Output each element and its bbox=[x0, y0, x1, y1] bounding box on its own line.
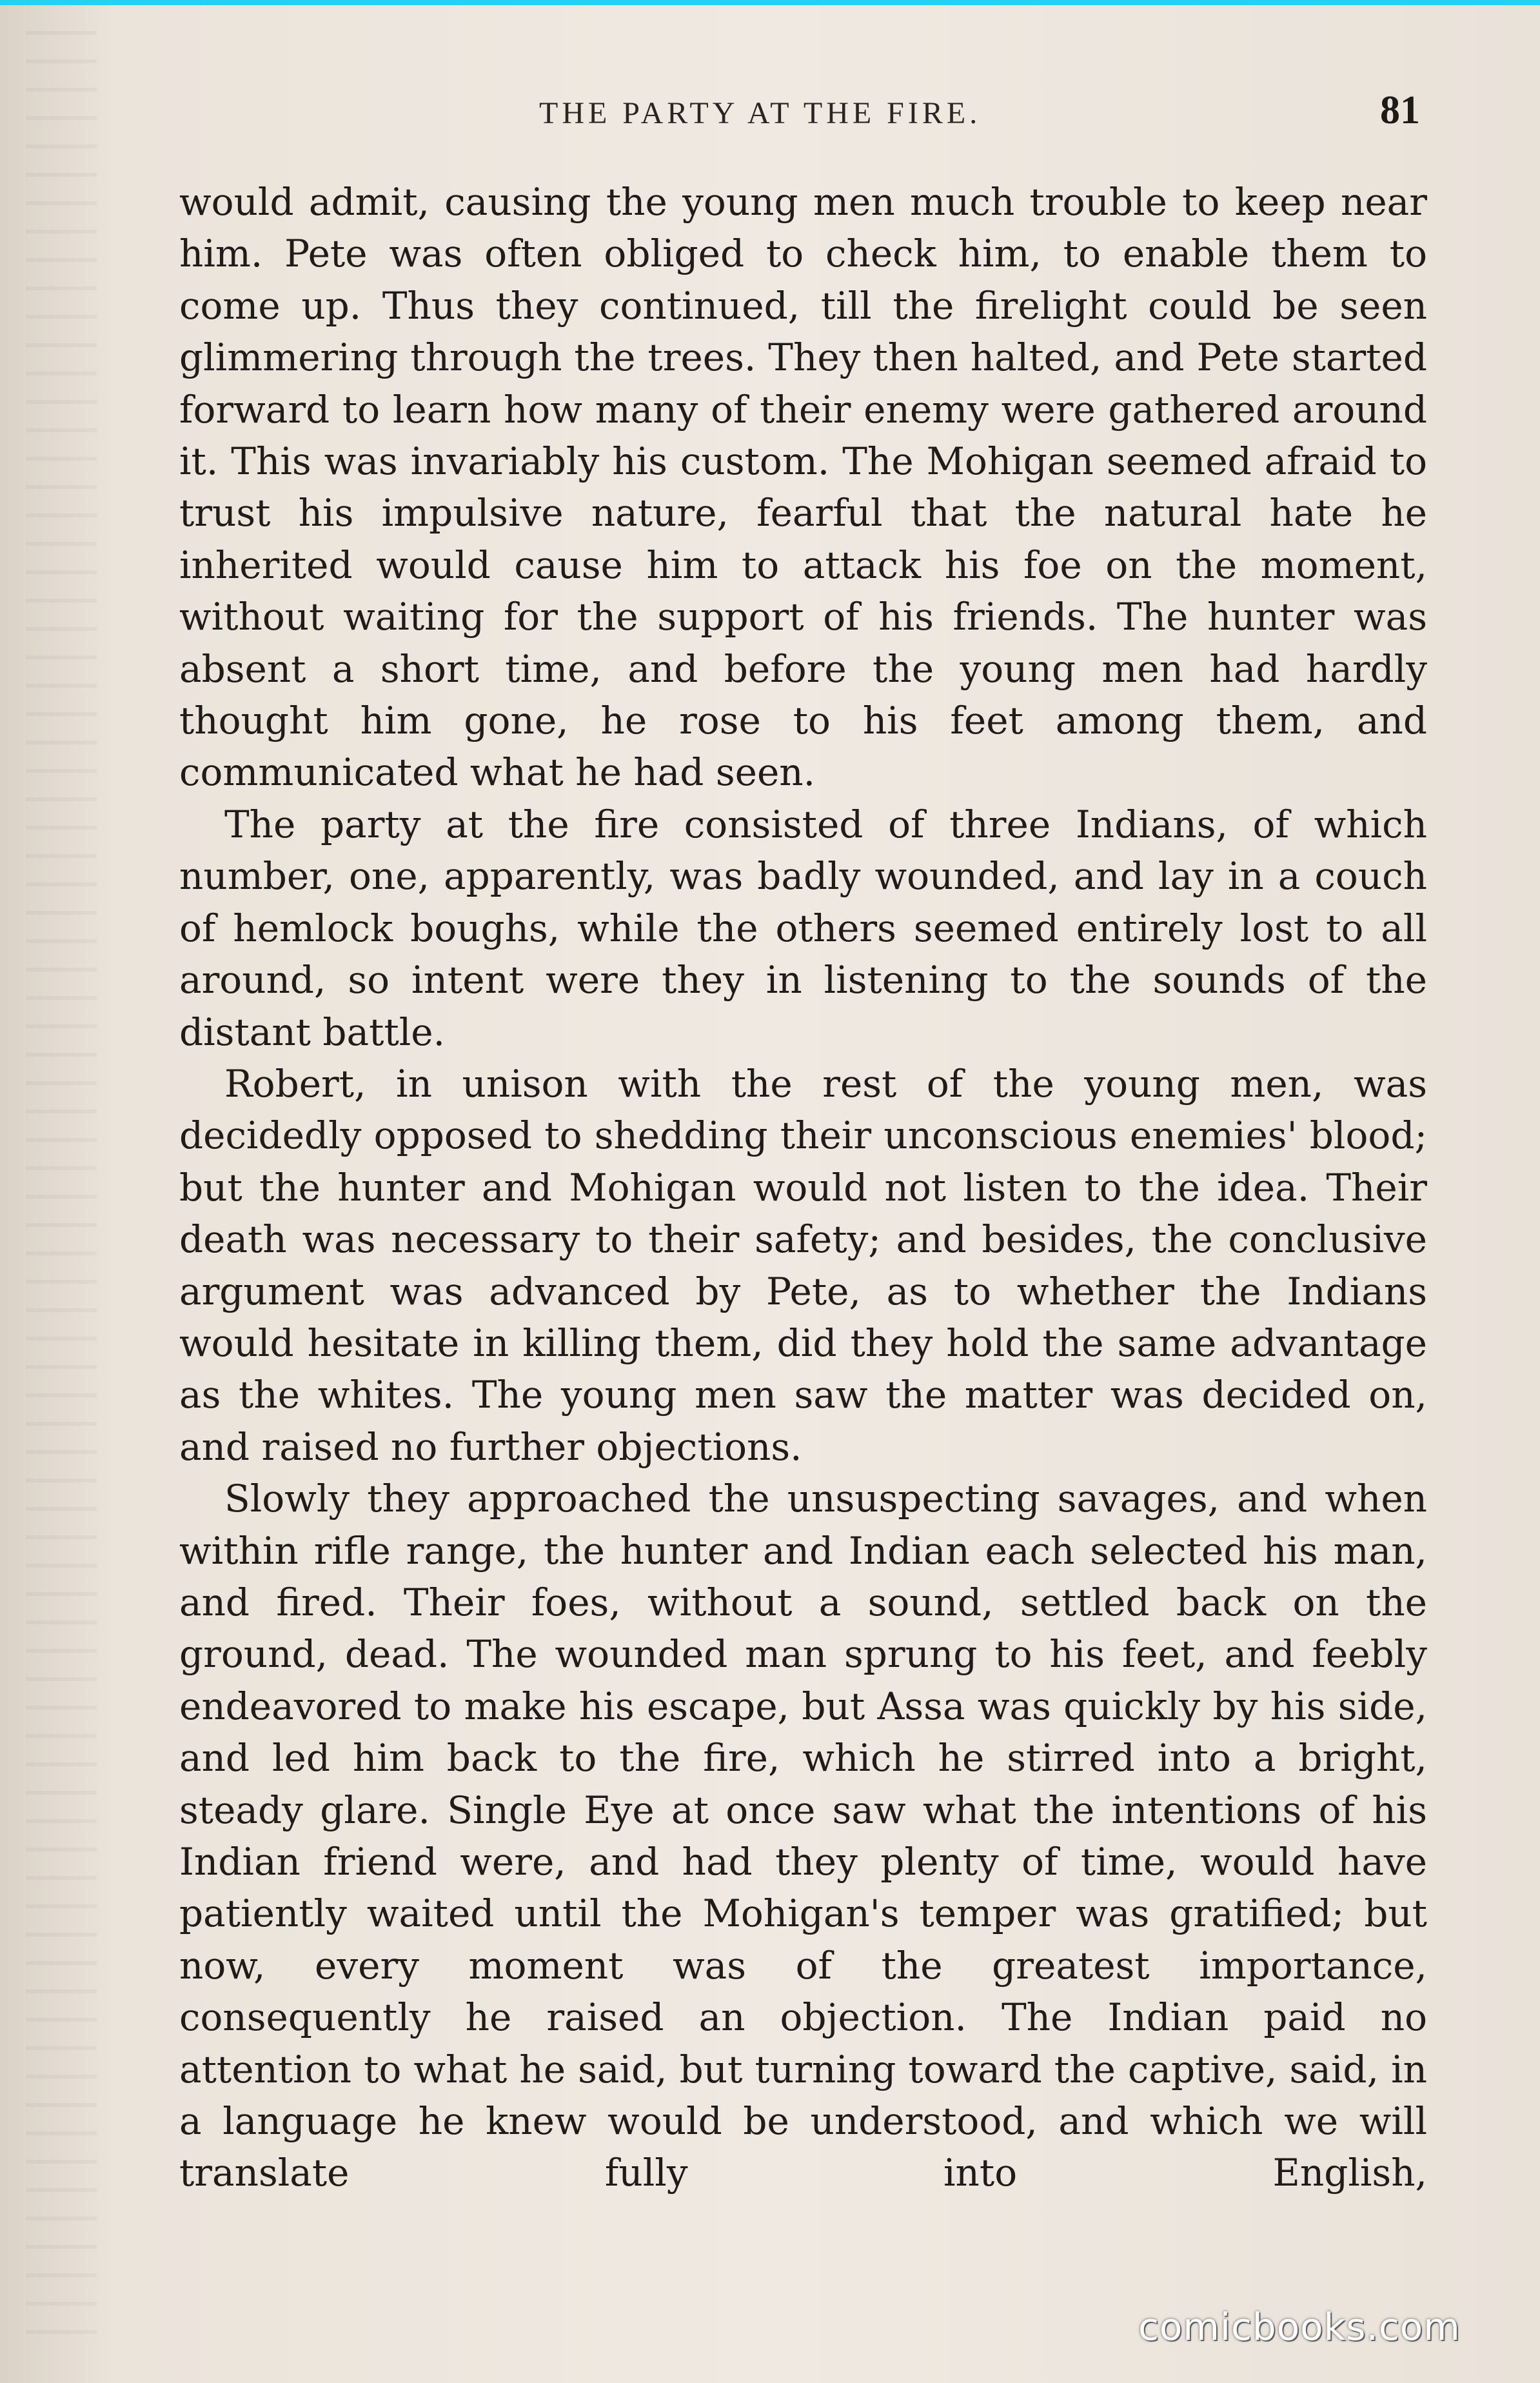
book-page bbox=[0, 5, 1540, 2383]
page-number: 81 bbox=[1380, 88, 1420, 132]
paragraph-4: Slowly they approached the unsuspecting savages, and when within rifle range, the hunter and Indian each selected his man, and fired. Their foes, without a sound, settled back on the ground, dead. The wounded man sprung to his feet, and feebly endeavored to make his escape, but Assa was quickly by his side, and led him back to the fire, which he stirred into a bright, steady glare. Single Eye at once saw what the intentions of his Indian friend were, and had they plenty of time, would have patiently waited until the Mohigan's temper was gratified; but now, every moment was of the greatest importance, consequently he raised an objection. The Indian paid no attention to what he said, but turning toward the captive, said, in a language he knew would be understood, and which we will translate fully into English, bbox=[179, 1477, 1427, 2195]
watermark: comicbooks.com bbox=[1138, 2305, 1461, 2349]
body-text bbox=[179, 176, 1427, 2199]
running-head: THE PARTY AT THE FIRE. bbox=[539, 96, 982, 130]
paragraph-3: Robert, in unison with the rest of the young men, was decidedly opposed to shedding their unconscious enemies' blood; but the hunter and Mohigan would not listen to the idea. Their death was necessary to their safety; and besides, the conclusive argument was advanced by Pete, as to whether the Indians would hesitate in killing them, did they hold the same advantage as the whites. The young men saw the matter was decided on, and raised no further objections. bbox=[179, 1061, 1427, 1469]
paragraph-1: would admit, causing the young men much trouble to keep near him. Pete was often obliged to check him, to enable them to come up. Thus they continued, till the firelight could be seen glimmering through the trees. They then halted, and Pete started forward to learn how many of their enemy were gathered around it. This was invariably his custom. The Mohigan seemed afraid to trust his impulsive nature, fearful that the natural hate he inherited would cause him to attack his foe on the moment, without waiting for the support of his friends. The hunter was absent a short time, and before the young men had hardly thought him gone, he rose to his feet among them, and communicated what he had seen. bbox=[179, 180, 1427, 795]
paragraph-2: The party at the fire consisted of three Indians, of which number, one, apparently, was badly wounded, and lay in a couch of hemlock boughs, while the others seemed entirely lost to all around, so intent were they in listening to the sounds of the distant battle. bbox=[179, 802, 1427, 1054]
top-border bbox=[0, 0, 1540, 5]
binding-gutter bbox=[26, 31, 97, 2353]
